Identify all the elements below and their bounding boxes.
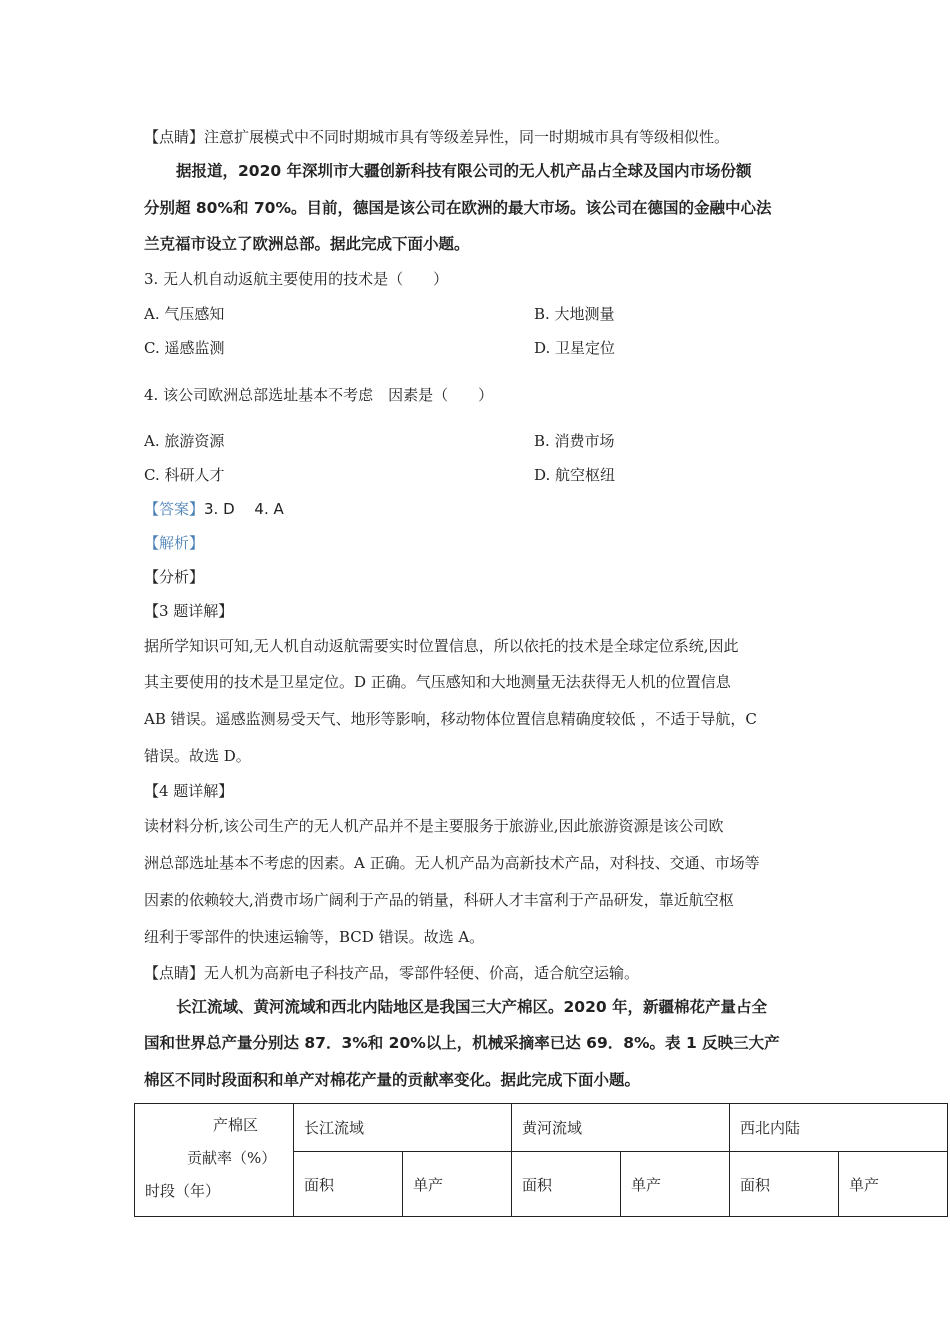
answer-label: 【答案】 — [144, 500, 205, 518]
corner-label-period: 时段（年） — [145, 1182, 221, 1200]
table-header-region: 长江流域 — [294, 1104, 512, 1152]
answer-line — [144, 498, 284, 520]
detail-4-line-2: 洲总部选址基本不考虑的因素。A 正确。无人机产品为高新技术产品，对科技、交通、市场等 — [144, 854, 760, 872]
detail-3-line-4: 错误。故选 D。 — [144, 747, 251, 765]
passage-1-line-1: 据报道，2020 年深圳市大疆创新科技有限公司的无人机产品占全球及国内市场份额 — [176, 162, 752, 180]
question-3: 3. 无人机自动返航主要使用的技术是（ ） — [144, 270, 449, 288]
passage-1-line-2: 分别超 80%和 70%。目前，德国是该公司在欧洲的最大市场。该公司在德国的金融中心法 — [144, 199, 772, 217]
analysis-label: 【解析】 — [144, 534, 205, 552]
table-subheader: 面积 — [730, 1152, 839, 1217]
detail-4-heading: 【4 题详解】 — [144, 782, 234, 800]
detail-3-heading: 【3 题详解】 — [144, 602, 234, 620]
table-subheader: 单产 — [403, 1152, 512, 1217]
option-3c: C. 遥感监测 — [144, 339, 225, 357]
passage-1-line-3: 兰克福市设立了欧洲总部。据此完成下面小题。 — [144, 235, 470, 253]
detail-4-line-3: 因素的依赖较大,消费市场广阔利于产品的销量，科研人才丰富利于产品研发，靠近航空枢 — [144, 891, 734, 909]
option-4b: B. 消费市场 — [534, 432, 615, 450]
passage-2-line-3: 棉区不同时段面积和单产对棉花产量的贡献率变化。据此完成下面小题。 — [144, 1071, 641, 1089]
detail-3-line-3: AB 错误。遥感监测易受天气、地形等影响，移动物体位置信息精确度较低 ，不适于导航，C — [144, 710, 757, 728]
option-4c: C. 科研人才 — [144, 466, 225, 484]
passage-2-line-1: 长江流域、黄河流域和西北内陆地区是我国三大产棉区。2020 年，新疆棉花产量占全 — [176, 998, 768, 1016]
corner-label-region: 产棉区 — [213, 1116, 259, 1134]
option-3a: A. 气压感知 — [144, 305, 225, 323]
corner-label-rate: 贡献率（%） — [187, 1149, 277, 1167]
answer-text: 3. D 4. A — [204, 500, 284, 518]
table-subheader: 面积 — [294, 1152, 403, 1217]
option-4d: D. 航空枢纽 — [534, 466, 616, 484]
table-corner-cell — [135, 1104, 294, 1217]
cotton-contribution-table — [134, 1103, 948, 1217]
dianjing-note-2: 【点睛】无人机为高新电子科技产品，零部件轻便、价高，适合航空运输。 — [144, 964, 640, 982]
option-4a: A. 旅游资源 — [144, 432, 225, 450]
question-4: 4. 该公司欧洲总部选址基本不考虑 因素是（ ） — [144, 386, 494, 404]
detail-3-line-1: 据所学知识可知,无人机自动返航需要实时位置信息，所以依托的技术是全球定位系统,因此 — [144, 637, 739, 655]
table-header-region: 黄河流域 — [512, 1104, 730, 1152]
table-subheader: 单产 — [839, 1152, 948, 1217]
option-3b: B. 大地测量 — [534, 305, 615, 323]
passage-2-line-2: 国和世界总产量分别达 87．3%和 20%以上，机械采摘率已达 69．8%。表 1 反映三大产 — [144, 1034, 780, 1052]
table-header-region: 西北内陆 — [730, 1104, 948, 1152]
detail-4-line-1: 读材料分析,该公司生产的无人机产品并不是主要服务于旅游业,因此旅游资源是该公司欧 — [144, 817, 724, 835]
table-subheader: 面积 — [512, 1152, 621, 1217]
table-subheader: 单产 — [621, 1152, 730, 1217]
detail-4-line-4: 纽利于零部件的快速运输等，BCD 错误。故选 A。 — [144, 928, 485, 946]
fenxi-label: 【分析】 — [144, 568, 205, 586]
option-3d: D. 卫星定位 — [534, 339, 616, 357]
dianjing-note-1: 【点睛】注意扩展模式中不同时期城市具有等级差异性，同一时期城市具有等级相似性。 — [144, 128, 730, 146]
detail-3-line-2: 其主要使用的技术是卫星定位。D 正确。气压感知和大地测量无法获得无人机的位置信息 — [144, 673, 731, 691]
